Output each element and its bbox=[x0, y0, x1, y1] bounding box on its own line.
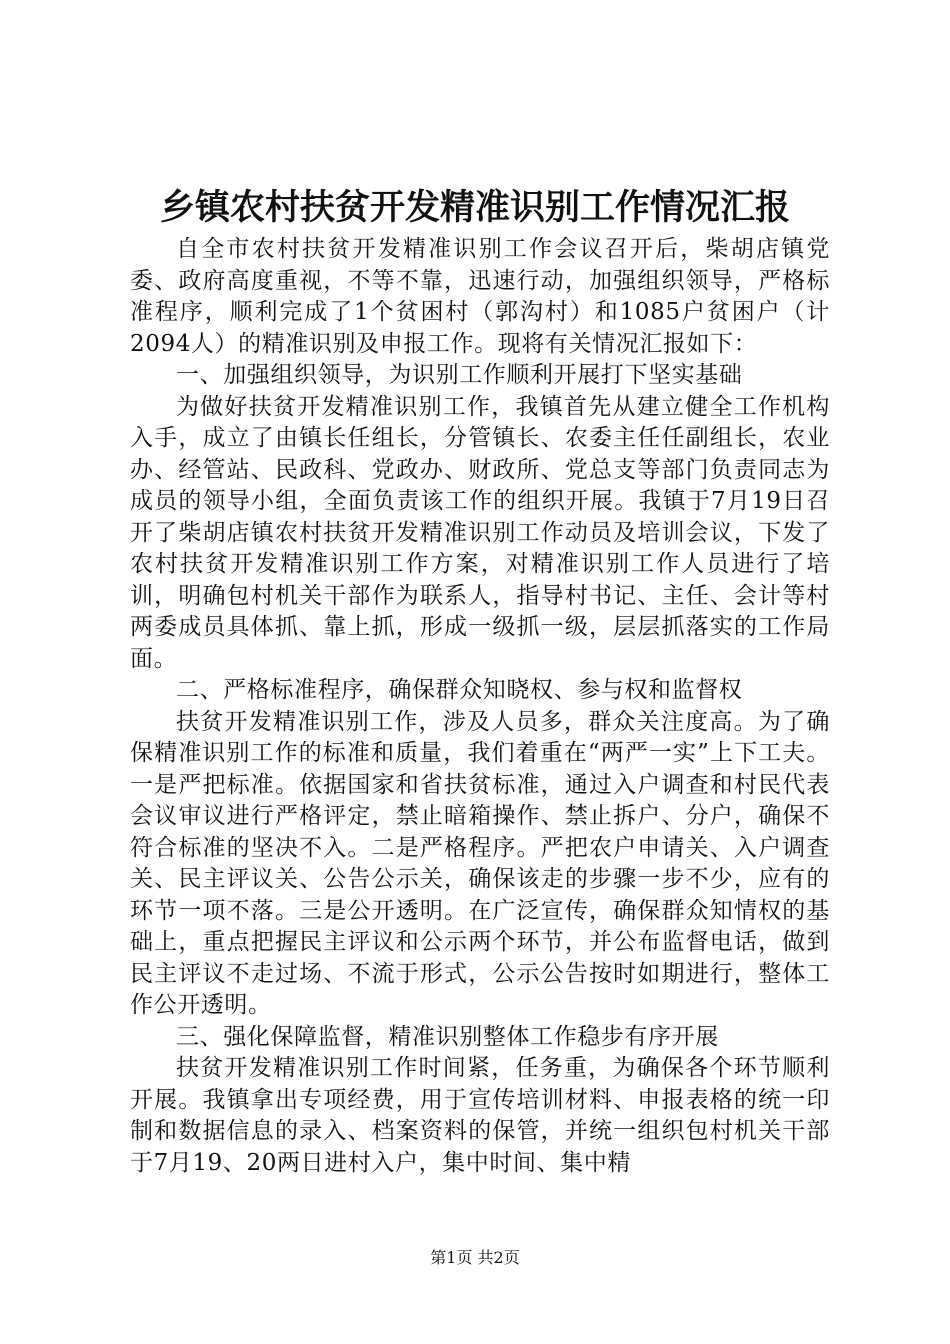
document-title: 乡镇农村扶贫开发精准识别工作情况汇报 bbox=[159, 187, 790, 228]
document-body bbox=[130, 234, 830, 1179]
section-3-paragraph: 扶贫开发精准识别工作时间紧，任务重，为确保各个环节顺利开展。我镇拿出专项经费，用于宣传培训材料、申报表格的统一印制和数据信息的录入、档案资料的保管，并统一组织包村机关干部于7月19、20两日进村入户，集中时间、集中精 bbox=[130, 1055, 830, 1176]
intro-paragraph: 自全市农村扶贫开发精准识别工作会议召开后，柴胡店镇党委、政府高度重视，不等不靠，迅速行动，加强组织领导，严格标准程序，顺利完成了1个贫困村（郭沟村）和1085户贫困户（计2094人）的精准识别及申报工作。现将有关情况汇报如下： bbox=[130, 236, 830, 357]
section-1-paragraph: 为做好扶贫开发精准识别工作，我镇首先从建立健全工作机构入手，成立了由镇长任组长，分管镇长、农委主任任副组长，农业办、经管站、民政科、党政办、财政所、党总支等部门负责同志为成员的领导小组，全面负责该工作的组织开展。我镇于7月19日召开了柴胡店镇农村扶贫开发精准识别工作动员及培训会议，下发了农村扶贫开发精准识别工作方案，对精准识别工作人员进行了培训，明确包村机关干部作为联系人，指导村书记、主任、会计等村两委成员具体抓、靠上抓，形成一级抓一级，层层抓落实的工作局面。 bbox=[130, 393, 830, 672]
section-2-paragraph: 扶贫开发精准识别工作，涉及人员多，群众关注度高。为了确保精准识别工作的标准和质量，我们着重在“两严一实”上下工夫。一是严把标准。依据国家和省扶贫标准，通过入户调查和村民代表会议审议进行严格评定，禁止暗箱操作、禁止拆户、分户，确保不符合标准的坚决不入。二是严格程序。严把农户申请关、入户调查关、民主评议关、公告公示关，确保该走的步骤一步不少，应有的环节一项不落。三是公开透明。在广泛宣传，确保群众知情权的基础上，重点把握民主评议和公示两个环节，并公布监督电话，做到民主评议不走过场、不流于形式，公示公告按时如期进行，整体工作公开透明。 bbox=[130, 708, 830, 1018]
section-heading-3: 三、强化保障监督，精准识别整体工作稳步有序开展 bbox=[176, 1023, 719, 1050]
section-heading-2: 二、严格标准程序，确保群众知晓权、参与权和监督权 bbox=[176, 677, 743, 703]
page-footer: 第1页 共2页 bbox=[430, 1248, 520, 1267]
section-heading-1: 一、加强组织领导，为识别工作顺利开展打下坚实基础 bbox=[176, 362, 743, 388]
